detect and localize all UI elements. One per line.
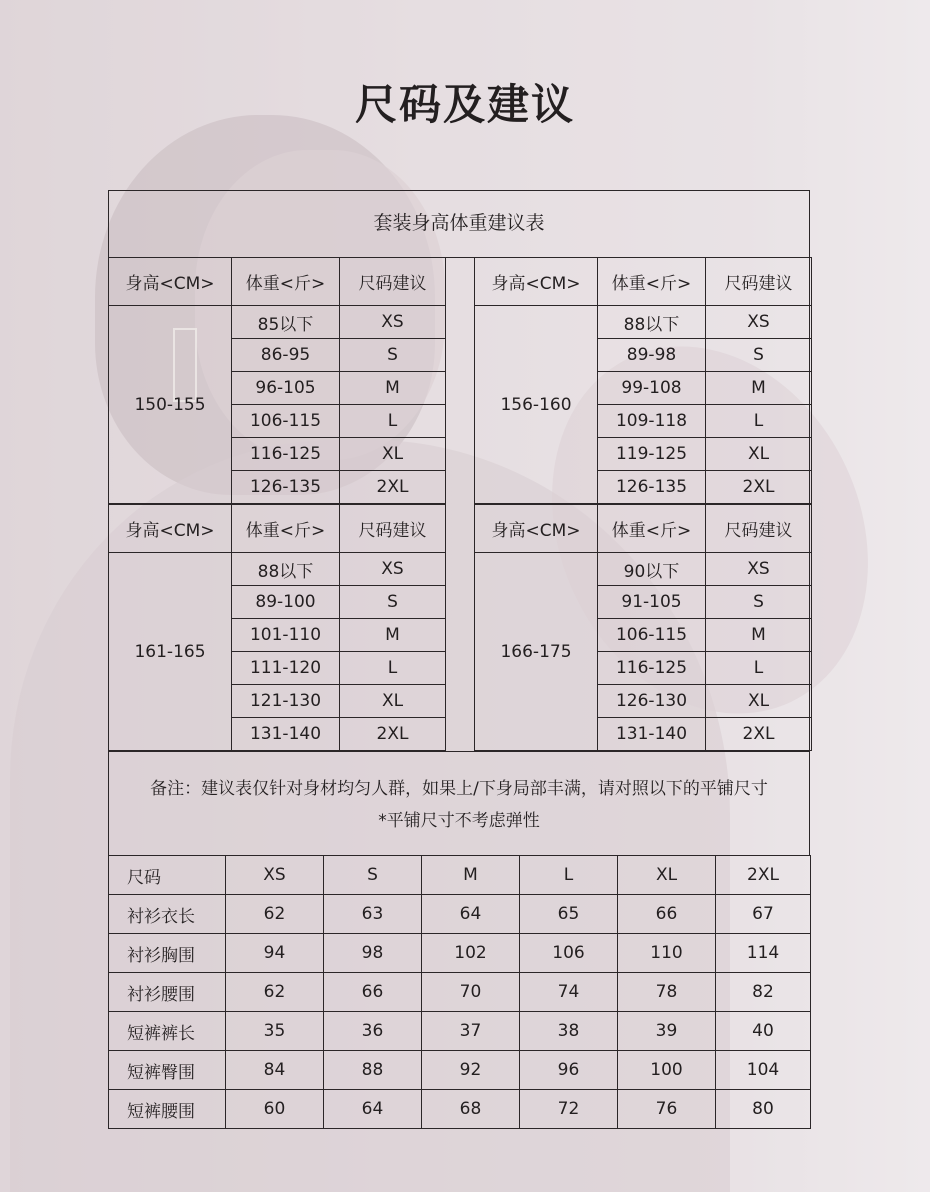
note-block <box>108 751 810 856</box>
size-column-header: M <box>422 856 520 895</box>
height-range: 161-165 <box>109 553 232 751</box>
measurement-row <box>109 1051 811 1090</box>
measurement-value: 100 <box>618 1051 716 1090</box>
weight-range: 121-130 <box>232 685 340 718</box>
col-size-header: 尺码建议 <box>706 505 812 553</box>
size-suggestion: XL <box>340 438 446 471</box>
size-column-header: XS <box>226 856 324 895</box>
size-suggestion: XS <box>340 553 446 586</box>
measurement-label: 衬衫衣长 <box>109 895 226 934</box>
size-suggestion: XL <box>340 685 446 718</box>
measurement-value: 70 <box>422 973 520 1012</box>
size-suggestion: M <box>706 619 812 652</box>
measurement-value: 82 <box>716 973 811 1012</box>
measurement-value: 76 <box>618 1090 716 1129</box>
measurement-value: 66 <box>618 895 716 934</box>
size-suggestion: 2XL <box>340 471 446 504</box>
measurement-label: 衬衫胸围 <box>109 934 226 973</box>
weight-range: 91-105 <box>598 586 706 619</box>
size-suggestion: S <box>340 586 446 619</box>
weight-range: 88以下 <box>598 306 706 339</box>
flat-measurement-table <box>108 855 811 1129</box>
measurement-label: 短裤腰围 <box>109 1090 226 1129</box>
measurement-value: 64 <box>422 895 520 934</box>
size-suggestion: L <box>706 405 812 438</box>
size-suggestion: XL <box>706 438 812 471</box>
height-range: 150-155 <box>109 306 232 504</box>
weight-range: 101-110 <box>232 619 340 652</box>
col-size-header: 尺码建议 <box>340 258 446 306</box>
measurement-value: 72 <box>520 1090 618 1129</box>
measurement-header-row <box>109 856 811 895</box>
weight-range: 89-100 <box>232 586 340 619</box>
size-column-header: 2XL <box>716 856 811 895</box>
weight-range: 131-140 <box>232 718 340 751</box>
size-suggestion: XL <box>706 685 812 718</box>
measurement-value: 78 <box>618 973 716 1012</box>
measurement-value: 65 <box>520 895 618 934</box>
size-suggestion: XS <box>706 553 812 586</box>
measurement-value: 106 <box>520 934 618 973</box>
col-height-header: 身高<CM> <box>109 505 232 553</box>
size-column-header: L <box>520 856 618 895</box>
measurement-value: 94 <box>226 934 324 973</box>
size-label-header: 尺码 <box>109 856 226 895</box>
size-suggestion: S <box>706 586 812 619</box>
weight-range: 96-105 <box>232 372 340 405</box>
measurement-label: 短裤臀围 <box>109 1051 226 1090</box>
measurement-value: 98 <box>324 934 422 973</box>
weight-range: 89-98 <box>598 339 706 372</box>
measurement-value: 35 <box>226 1012 324 1051</box>
measurement-value: 40 <box>716 1012 811 1051</box>
measurement-value: 68 <box>422 1090 520 1129</box>
suggestion-table-title: 套装身高体重建议表 <box>108 190 810 258</box>
size-suggestion: 2XL <box>340 718 446 751</box>
measurement-value: 62 <box>226 895 324 934</box>
size-suggestion: XS <box>706 306 812 339</box>
col-height-header: 身高<CM> <box>475 258 598 306</box>
weight-range: 109-118 <box>598 405 706 438</box>
size-suggestion: M <box>340 619 446 652</box>
col-weight-header: 体重<斤> <box>232 505 340 553</box>
measurement-value: 74 <box>520 973 618 1012</box>
note-line-1: 备注：建议表仅针对身材均匀人群，如果上/下身局部丰满，请对照以下的平铺尺寸 <box>150 779 768 799</box>
weight-range: 106-115 <box>598 619 706 652</box>
measurement-value: 114 <box>716 934 811 973</box>
weight-range: 131-140 <box>598 718 706 751</box>
measurement-row <box>109 1090 811 1129</box>
size-suggestion: L <box>340 405 446 438</box>
col-weight-header: 体重<斤> <box>598 258 706 306</box>
measurement-value: 37 <box>422 1012 520 1051</box>
weight-range: 116-125 <box>598 652 706 685</box>
size-suggestion: M <box>706 372 812 405</box>
page-title: 尺码及建议 <box>354 80 575 129</box>
col-height-header: 身高<CM> <box>109 258 232 306</box>
col-height-header: 身高<CM> <box>475 505 598 553</box>
measurement-label: 衬衫腰围 <box>109 973 226 1012</box>
measurement-value: 80 <box>716 1090 811 1129</box>
measurement-value: 36 <box>324 1012 422 1051</box>
size-column-header: S <box>324 856 422 895</box>
weight-range: 106-115 <box>232 405 340 438</box>
measurement-value: 96 <box>520 1051 618 1090</box>
measurement-value: 88 <box>324 1051 422 1090</box>
size-suggestion: XS <box>340 306 446 339</box>
weight-range: 99-108 <box>598 372 706 405</box>
weight-range: 126-135 <box>598 471 706 504</box>
measurement-value: 102 <box>422 934 520 973</box>
weight-range: 119-125 <box>598 438 706 471</box>
measurement-value: 39 <box>618 1012 716 1051</box>
note-line-2: *平铺尺寸不考虑弹性 <box>378 811 540 831</box>
weight-range: 126-130 <box>598 685 706 718</box>
measurement-value: 67 <box>716 895 811 934</box>
measurement-value: 38 <box>520 1012 618 1051</box>
measurement-label: 短裤裤长 <box>109 1012 226 1051</box>
measurement-row <box>109 934 811 973</box>
size-suggestion: S <box>706 339 812 372</box>
size-suggestion: L <box>706 652 812 685</box>
measurement-row <box>109 1012 811 1051</box>
size-suggestion: L <box>340 652 446 685</box>
weight-range: 85以下 <box>232 306 340 339</box>
height-range: 166-175 <box>475 553 598 751</box>
measurement-value: 62 <box>226 973 324 1012</box>
height-range: 156-160 <box>475 306 598 504</box>
col-size-header: 尺码建议 <box>340 505 446 553</box>
measurement-value: 110 <box>618 934 716 973</box>
measurement-value: 84 <box>226 1051 324 1090</box>
size-suggestion: S <box>340 339 446 372</box>
measurement-value: 92 <box>422 1051 520 1090</box>
size-column-header: XL <box>618 856 716 895</box>
col-weight-header: 体重<斤> <box>598 505 706 553</box>
size-suggestion: 2XL <box>706 471 812 504</box>
measurement-value: 63 <box>324 895 422 934</box>
weight-range: 90以下 <box>598 553 706 586</box>
size-group-table <box>108 504 446 751</box>
measurement-row <box>109 973 811 1012</box>
col-weight-header: 体重<斤> <box>232 258 340 306</box>
measurement-row <box>109 895 811 934</box>
size-group-table <box>108 257 446 504</box>
size-group-table <box>474 257 812 504</box>
weight-range: 126-135 <box>232 471 340 504</box>
measurement-value: 66 <box>324 973 422 1012</box>
weight-range: 88以下 <box>232 553 340 586</box>
size-group-table <box>474 504 812 751</box>
weight-range: 116-125 <box>232 438 340 471</box>
size-suggestion: M <box>340 372 446 405</box>
measurement-value: 60 <box>226 1090 324 1129</box>
measurement-value: 104 <box>716 1051 811 1090</box>
weight-range: 111-120 <box>232 652 340 685</box>
measurement-value: 64 <box>324 1090 422 1129</box>
size-suggestion: 2XL <box>706 718 812 751</box>
col-size-header: 尺码建议 <box>706 258 812 306</box>
weight-range: 86-95 <box>232 339 340 372</box>
